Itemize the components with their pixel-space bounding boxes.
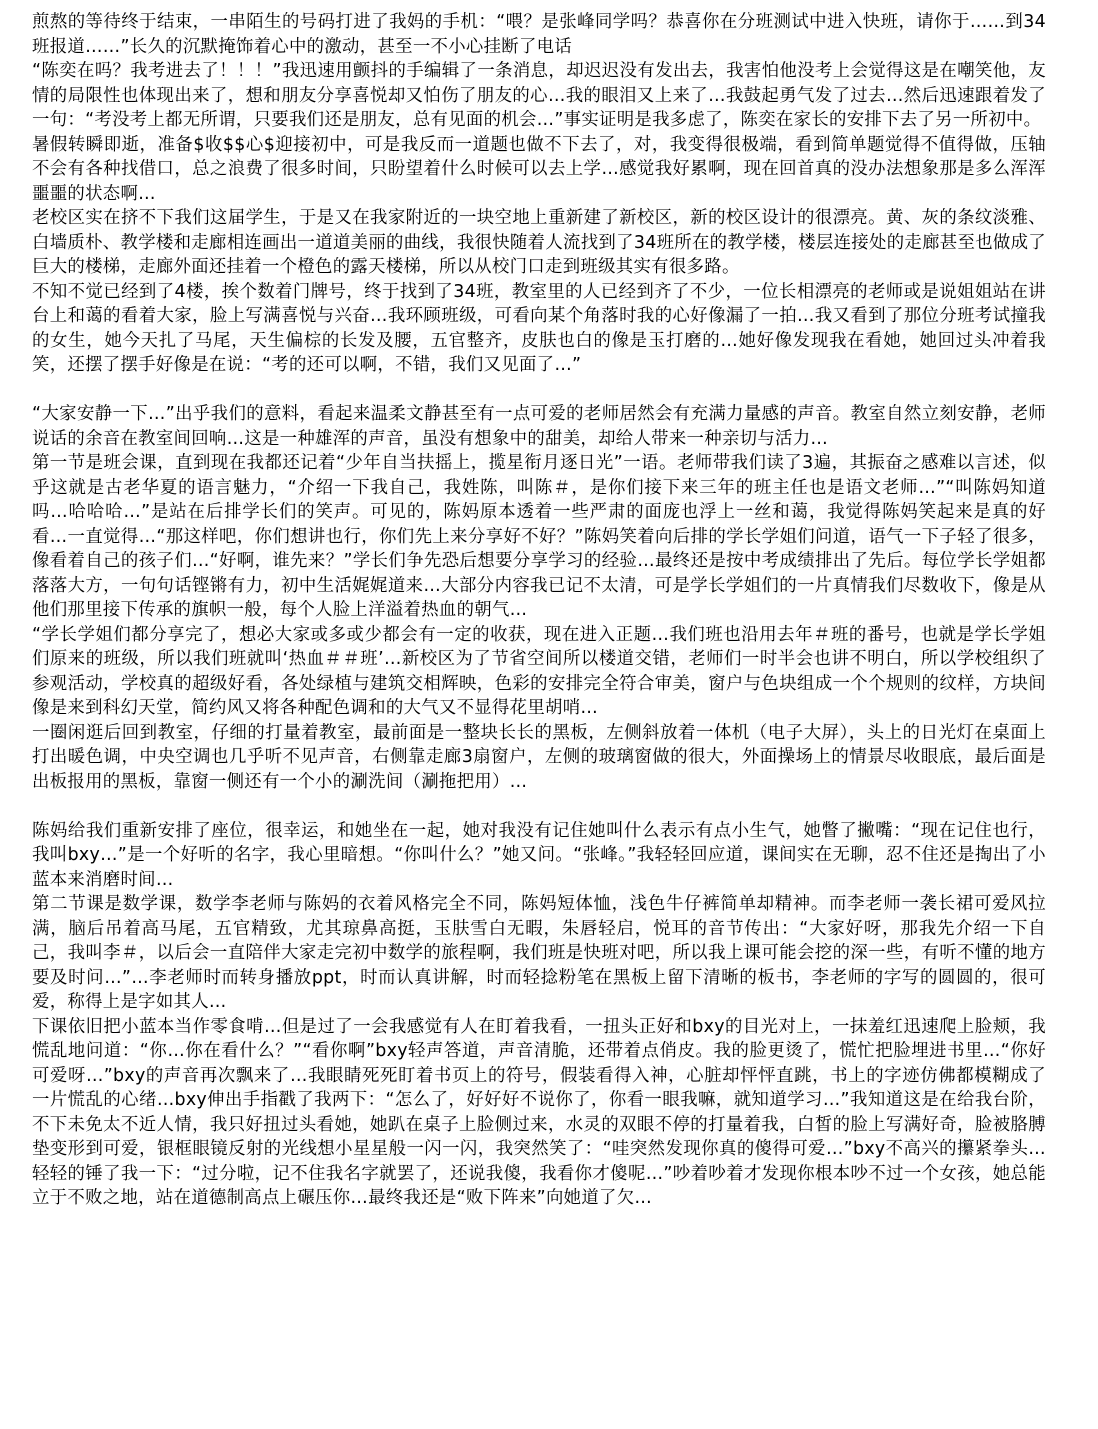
paragraph-1: 煎熬的等待终于结束，一串陌生的号码打进了我妈的手机：“喂？是张峰同学吗？恭喜你在分班测试中进入快班，请你于……到34班报道……”长久的沉默掩饰着心中的激动，甚至一不小心挂断了电话: [32, 12, 1046, 57]
paragraph-7: 第一节是班会课，直到现在我都还记着“少年自当扶摇上，揽星衔月逐日光”一语。老师带我们读了3遍，其振奋之感难以言述，似乎这就是古老华夏的语言魅力，“介绍一下我自己，我姓陈，叫陈＃，是你们接下来三年的班主任也是语文老师…”“叫陈妈知道吗…哈哈哈…”是站在后排学长们的笑声。可见的，陈妈原本透着一些严肃的面庞也浮上一丝和蔼，我觉得陈妈笑起来是真的好看…一直觉得…“那这样吧，你们想讲也行，你们先上来分享好不好？”陈妈笑着向后排的学长学姐们问道，语气一下子轻了很多，像看着自己的孩子们…“好啊，谁先来？”学长们争先恐后想要分享学习的经验…最终还是按中考成绩排出了先后。每位学长学姐都落落大方，一句句话铿锵有力，初中生活娓娓道来…大部分内容我已记不太清，可是学长学姐们的一片真情我们尽数收下，像是从他们那里接下传承的旗帜一般，每个人脸上洋溢着热血的朝气…: [32, 453, 1046, 620]
paragraph-5: 不知不觉已经到了4楼，挨个数着门牌号，终于找到了34班，教室里的人已经到齐了不少，一位长相漂亮的老师或是说姐姐站在讲台上和蔼的看着大家，脸上写满喜悦与兴奋…我环顾班级，可看向某个角落时我的心好像漏了一拍…我又看到了那位分班考试撞我的女生，她今天扎了马尾，天生偏棕的长发及腰，五官整齐，皮肤也白的像是玉打磨的…她好像发现我在看她，她回过头冲着我笑，还摆了摆手好像是在说：“考的还可以啊，不错，我们又见面了…”: [32, 281, 1046, 375]
blank-line: [32, 794, 1046, 819]
paragraph-10: 陈妈给我们重新安排了座位，很幸运，和她坐在一起，她对我没有记住她叫什么表示有点小生气，她瞥了撇嘴：“现在记住也行，我叫bxy…”是一个好听的名字，我心里暗想。“你叫什么？”她又问。“张峰。”我轻轻回应道，课间实在无聊，忍不住还是掏出了小蓝本来消磨时间…: [32, 820, 1046, 890]
paragraph-8: “学长学姐们都分享完了，想必大家或多或少都会有一定的收获，现在进入正题…我们班也沿用去年＃班的番号，也就是学长学姐们原来的班级，所以我们班就叫‘热血＃＃班’…新校区为了节省空间所以楼道交错，老师们一时半会也讲不明白，所以学校组织了参观活动，学校真的超级好看，各处绿植与建筑交相辉映，色彩的安排完全符合审美，窗户与色块组成一个个规则的纹样，方块间像是来到科幻天堂，简约风又将各种配色调和的大气又不显得花里胡哨…: [32, 624, 1046, 718]
paragraph-12: 下课依旧把小蓝本当作零食啃…但是过了一会我感觉有人在盯着我看，一扭头正好和bxy的目光对上，一抹羞红迅速爬上脸颊，我慌乱地问道：“你…你在看什么？”“看你啊”bxy轻声答道，声音清脆，还带着点俏皮。我的脸更烫了，慌忙把脸埋进书里…“你好可爱呀…”bxy的声音再次飘来了…我眼睛死死盯着书页上的符号，假装看得入神，心脏却怦怦直跳，书上的字迹仿佛都模糊成了一片慌乱的心绪…bxy伸出手指戳了我两下：“怎么了，好好好不说你了，你看一眼我嘛，就知道学习…”我知道这是在给我台阶，不下未免太不近人情，我只好扭过头看她，她趴在桌子上脸侧过来，水灵的双眼不停的打量着我，白皙的脸上写满好奇，脸被胳膊垫变形到可爱，银框眼镜反射的光线想小星星般一闪一闪，我突然笑了：“哇突然发现你真的傻得可爱…”bxy不高兴的攥紧拳头…轻轻的锤了我一下：“过分啦，记不住我名字就罢了，还说我傻，我看你才傻呢…”吵着吵着才发现你根本吵不过一个女孩，她总能立于不败之地，站在道德制高点上碾压你…最终我还是“败下阵来”向她道了欠…: [32, 1016, 1046, 1208]
paragraph-9: 一圈闲逛后回到教室，仔细的打量着教室，最前面是一整块长长的黑板，左侧斜放着一体机（电子大屏），头上的日光灯在桌面上打出暖色调，中央空调也几乎听不见声音，右侧靠走廊3扇窗户，左侧的玻璃窗做的很大，外面操场上的情景尽收眼底，最后面是出板报用的黑板，靠窗一侧还有一个小的涮洗间（涮拖把用）…: [32, 722, 1046, 792]
blank-line: [32, 378, 1046, 403]
paragraph-6: “大家安静一下…”出乎我们的意料，看起来温柔文静甚至有一点可爱的老师居然会有充满力量感的声音。教室自然立刻安静，老师说话的余音在教室间回响…这是一种雄浑的声音，虽没有想象中的甜美，却给人带来一种亲切与活力…: [32, 404, 1046, 449]
paragraph-4: 老校区实在挤不下我们这届学生，于是又在我家附近的一块空地上重新建了新校区，新的校区设计的很漂亮。黄、灰的条纹淡雅、白墙质朴、教学楼和走廊相连画出一道道美丽的曲线，我很快随着人流找到了34班所在的教学楼，楼层连接处的走廊甚至也做成了巨大的楼梯，走廊外面还挂着一个橙色的露天楼梯，所以从校门口走到班级其实有很多路。: [32, 208, 1046, 277]
paragraph-3: 暑假转瞬即逝，准备$收$$心$迎接初中，可是我反而一道题也做不下去了，对，我变得很极端，看到简单题觉得不值得做，压轴不会有各种找借口，总之浪费了很多时间，只盼望着什么时候可以去上学…感觉我好累啊，现在回首真的没办法想象那是多么浑浑噩噩的状态啊…: [32, 134, 1046, 204]
paragraph-2: “陈奕在吗？我考进去了！！！”我迅速用颤抖的手编辑了一条消息，却迟迟没有发出去，我害怕他没考上会觉得这是在嘲笑他，友情的局限性也体现出来了，想和朋友分享喜悦却又怕伤了朋友的心…我的眼泪又上来了…我鼓起勇气发了过去…然后迅速跟着发了一句：“考没考上都无所谓，只要我们还是朋友，总有见面的机会…”事实证明是我多虑了，陈奕在家长的安排下去了另一所初中。: [32, 61, 1046, 130]
paragraph-11: 第二节课是数学课，数学李老师与陈妈的衣着风格完全不同，陈妈短体恤，浅色牛仔裤简单却精神。而李老师一袭长裙可爱风拉满，脑后吊着高马尾，五官精致，尤其琼鼻高挺，玉肤雪白无暇，朱唇轻启，悦耳的音节传出：“大家好呀，那我先介绍一下自己，我叫李＃，以后会一直陪伴大家走完初中数学的旅程啊，我们班是快班对吧，所以我上课可能会挖的深一些，有听不懂的地方要及时问…”…李老师时而转身播放ppt，时而认真讲解，时而轻捻粉笔在黑板上留下清晰的板书，李老师的字写的圆圆的，很可爱，称得上是字如其人…: [32, 894, 1046, 1012]
